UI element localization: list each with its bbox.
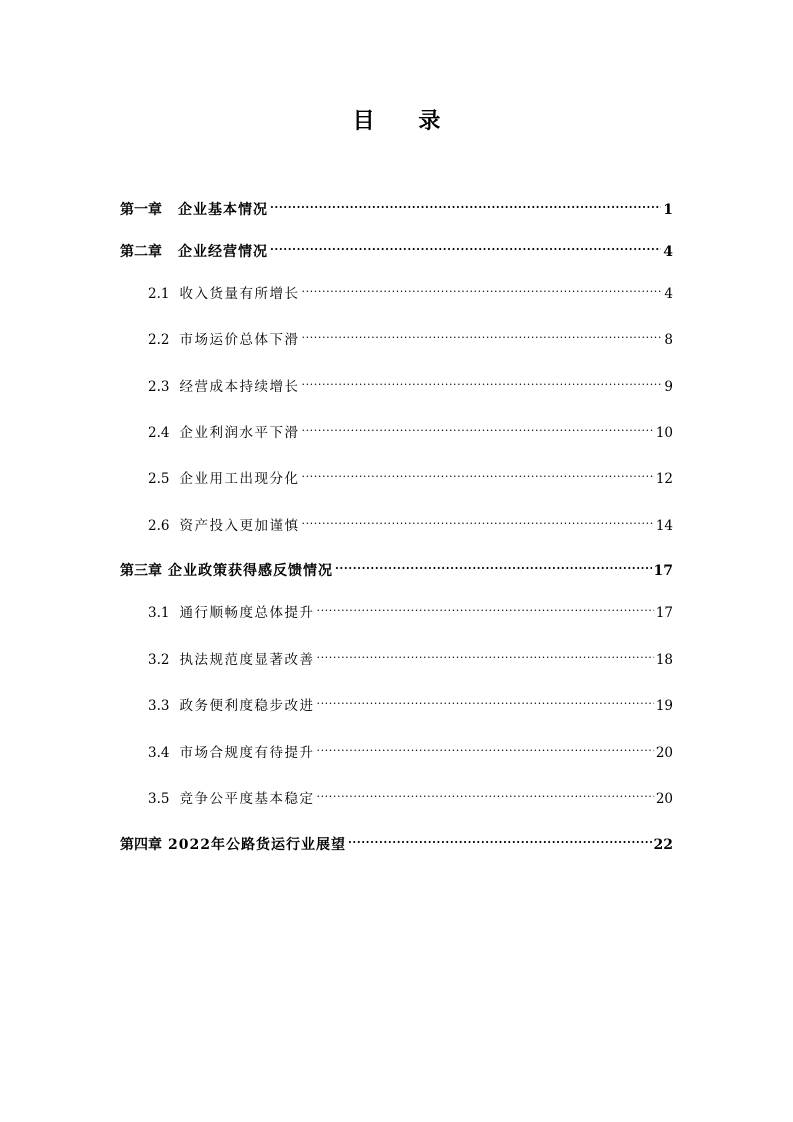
toc-entry-title: 竞争公平度基本稳定 xyxy=(179,791,315,807)
toc-entry-section-3-3[interactable] xyxy=(148,688,673,714)
toc-entry-title: 经营成本持续增长 xyxy=(179,379,300,395)
toc-entry-title: 企业用工出现分化 xyxy=(179,471,300,487)
toc-dot-leader xyxy=(301,415,653,437)
toc-dot-leader xyxy=(301,461,653,483)
toc-entry-number: 第一章 xyxy=(120,202,162,218)
toc-entry-section-2-2[interactable] xyxy=(148,322,673,348)
toc-page-number: 10 xyxy=(655,425,673,441)
toc-page-number: 18 xyxy=(655,652,673,668)
toc-entry-section-3-5[interactable] xyxy=(148,781,673,807)
toc-entry-number: 2.2 xyxy=(148,332,170,348)
toc-entry-title: 政务便利度稳步改进 xyxy=(179,698,315,714)
toc-page-number: 8 xyxy=(664,332,673,348)
toc-dot-leader xyxy=(316,781,653,803)
toc-page-number: 12 xyxy=(655,471,673,487)
toc-entry-title: 市场合规度有待提升 xyxy=(179,745,315,761)
toc-entry-section-2-6[interactable] xyxy=(148,508,673,534)
toc-page-number: 20 xyxy=(655,791,673,807)
toc-entry-section-2-4[interactable] xyxy=(148,415,673,441)
toc-page-number: 4 xyxy=(664,286,673,302)
toc-entry-section-2-5[interactable] xyxy=(148,461,673,487)
toc-entry-number: 第四章 xyxy=(120,837,162,853)
toc-entry-number: 3.4 xyxy=(148,745,170,761)
toc-page-number: 9 xyxy=(664,379,673,395)
toc-dot-leader xyxy=(301,276,662,298)
toc-page-number: 4 xyxy=(663,244,673,260)
toc-dot-leader xyxy=(316,688,653,710)
toc-dot-leader xyxy=(270,234,661,256)
toc-entry-number: 3.5 xyxy=(148,791,170,807)
toc-entry-title: 收入货量有所增长 xyxy=(179,286,300,302)
toc-page-number: 17 xyxy=(653,563,673,579)
toc-entry-title: 企业政策获得感反馈情况 xyxy=(168,563,333,579)
page-title: 目 录 xyxy=(352,108,459,134)
toc-entry-title: 企业利润水平下滑 xyxy=(179,425,300,441)
toc-page-number: 22 xyxy=(653,837,673,853)
toc-entry-chapter-1[interactable] xyxy=(120,192,673,218)
toc-entry-number: 2.3 xyxy=(148,379,170,395)
toc-entry-number: 第二章 xyxy=(120,244,162,260)
toc-entry-section-3-1[interactable] xyxy=(148,595,673,621)
toc-entry-section-2-1[interactable] xyxy=(148,276,673,302)
toc-entry-chapter-3[interactable] xyxy=(120,553,673,579)
toc-entry-number: 2.4 xyxy=(148,425,170,441)
toc-page-number: 17 xyxy=(655,605,673,621)
toc-entry-chapter-2[interactable] xyxy=(120,234,673,260)
toc-dot-leader xyxy=(301,369,662,391)
toc-dot-leader xyxy=(316,642,653,664)
toc-entry-number: 3.3 xyxy=(148,698,170,714)
toc-entry-number: 2.1 xyxy=(148,286,170,302)
toc-entry-section-3-2[interactable] xyxy=(148,642,673,668)
toc-entry-title: 企业经营情况 xyxy=(178,244,268,260)
toc-entry-title: 执法规范度显著改善 xyxy=(179,652,315,668)
toc-dot-leader xyxy=(348,827,652,849)
toc-entry-title: 2022年公路货运行业展望 xyxy=(168,837,346,853)
toc-dot-leader xyxy=(270,192,661,214)
toc-page-number: 20 xyxy=(655,745,673,761)
toc-dot-leader xyxy=(301,508,653,530)
toc-entry-title: 企业基本情况 xyxy=(178,202,268,218)
toc-entry-number: 2.6 xyxy=(148,518,170,534)
toc-dot-leader xyxy=(335,553,652,575)
toc-entry-title: 市场运价总体下滑 xyxy=(179,332,300,348)
toc-entry-title: 通行顺畅度总体提升 xyxy=(179,605,315,621)
toc-entry-section-2-3[interactable] xyxy=(148,369,673,395)
toc-dot-leader xyxy=(316,595,653,617)
toc-entry-section-3-4[interactable] xyxy=(148,735,673,761)
toc-dot-leader xyxy=(301,322,662,344)
toc-page-number: 14 xyxy=(655,518,673,534)
toc-entry-title: 资产投入更加谨慎 xyxy=(179,518,300,534)
toc-dot-leader xyxy=(316,735,653,757)
toc-entry-number: 第三章 xyxy=(120,563,162,579)
toc-entry-number: 2.5 xyxy=(148,471,170,487)
toc-entry-number: 3.1 xyxy=(148,605,170,621)
toc-entry-number: 3.2 xyxy=(148,652,170,668)
toc-page-number: 19 xyxy=(655,698,673,714)
toc-page-number: 1 xyxy=(663,202,673,218)
toc-entry-chapter-4[interactable] xyxy=(120,827,673,853)
